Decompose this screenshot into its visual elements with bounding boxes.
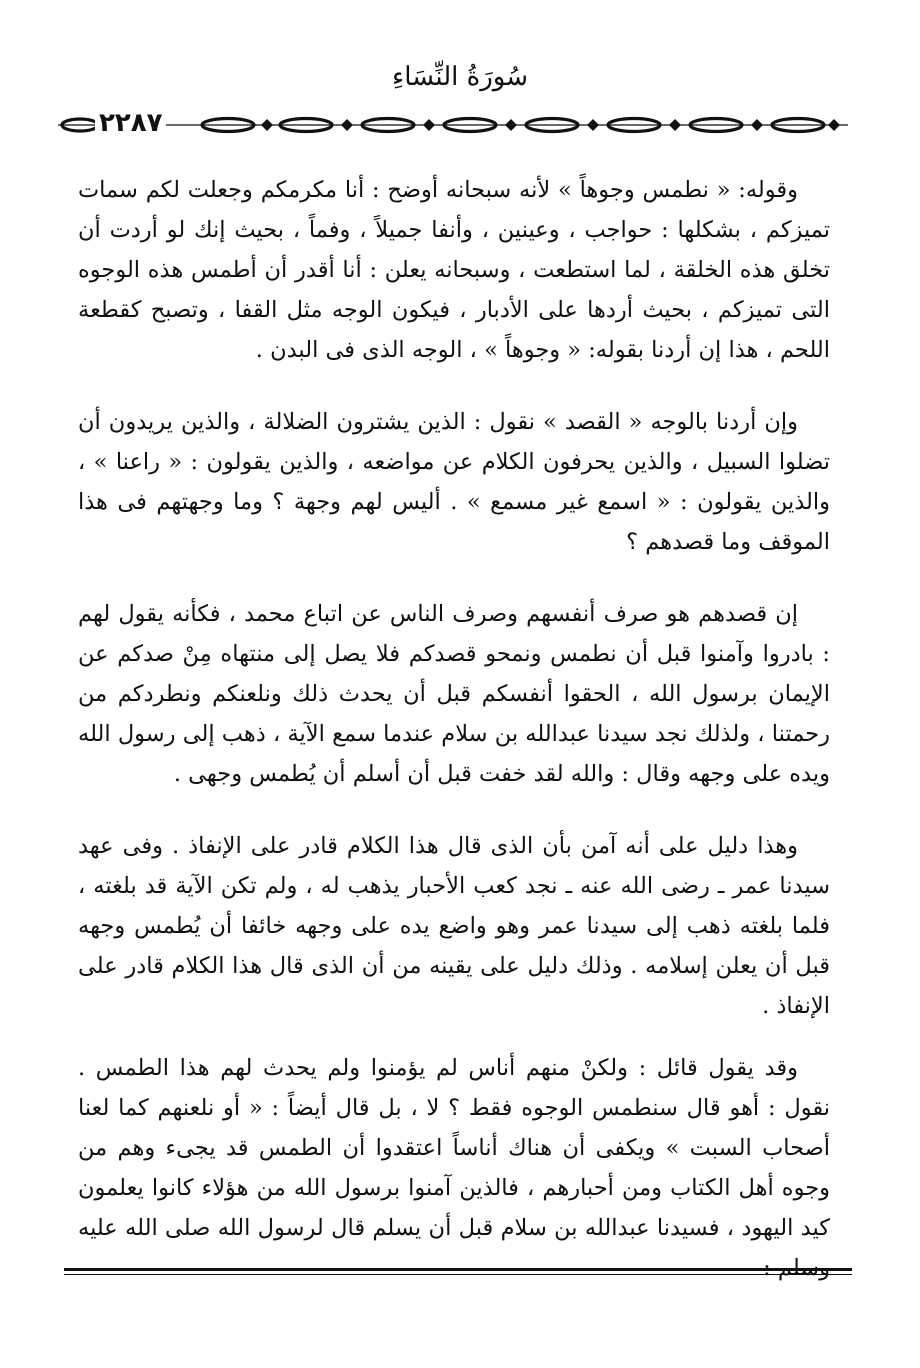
footer-rule <box>64 1268 852 1271</box>
surah-title: سُورَةُ النِّسَاءِ <box>392 62 528 92</box>
paragraph-4: وهذا دليل على أنه آمن بأن الذى قال هذا الكلام قادر على الإنفاذ . وفى عهد سيدنا عمر ـ رضى الله عنه ـ نجد كعب الأحبار يذهب له ، ولم تكن الآية قد بلغته ، فلما بلغته ذهب إلى سيدنا عمر وهو واضع يده على وجهه خائفا أن يُطمس وجهه قبل أن يعلن إسلامه . وذلك دليل على يقينه من أن الذى قال هذا الكلام قادر على الإنفاذ . <box>78 833 830 1019</box>
ornamental-header-band <box>58 110 848 140</box>
page-body <box>78 170 830 1320</box>
paragraph-5: وقد يقول قائل : ولكنْ منهم أناس لم يؤمنوا ولم يحدث لهم هذا الطمس . نقول : أهو قال سنطمس الوجوه فقط ؟ لا ، بل قال أيضاً : « أو نلعنهم كما لعنا أصحاب السبت » ويكفى أن هناك أناساً اعتقدوا أن الطمس قد يجىء وهم من وجوه أهل الكتاب ومن أحبارهم ، فالذين آمنوا برسول الله من هؤلاء كانوا يعلمون كيد اليهود ، فسيدنا عبدالله بن سلام قبل أن يسلم قال لرسول الله صلى الله عليه وسلم : <box>78 1055 830 1281</box>
page-number: ٢٢٨٧ <box>95 108 166 138</box>
paragraph-3: إن قصدهم هو صرف أنفسهم وصرف الناس عن اتباع محمد ، فكأنه يقول لهم : بادروا وآمنوا قبل أن نطمس ونمحو قصدكم فلا يصل إلى منتهاه مِنْ صدكم عن الإيمان برسول الله ، الحقوا أنفسكم قبل أن يحدث ذلك ونلعنكم ونطردكم من رحمتنا ، ولذلك نجد سيدنا عبدالله بن سلام عندما سمع الآية ، ذهب إلى رسول الله ويده على وجهه وقال : والله لقد خفت قبل أن أسلم أن يُطمس وجهى . <box>78 601 830 787</box>
paragraph-2: وإن أردنا بالوجه « القصد » نقول : الذين يشترون الضلالة ، والذين يريدون أن تضلوا السبيل ، والذين يحرفون الكلام عن مواضعه ، والذين يقولون : « راعنا » ، والذين يقولون : « اسمع غير مسمع » . أليس لهم وجهة ؟ وما وجهتهم فى هذا الموقف وما قصدهم ؟ <box>78 409 830 555</box>
footer-rule-thin <box>64 1274 852 1275</box>
paragraph-1: وقوله: « نطمس وجوهاً » لأنه سبحانه أوضح : أنا مكرمكم وجعلت لكم سمات تميزكم ، بشكلها : حواجب ، وعينين ، وأنفا جميلاً ، وفماً ، بحيث إنك لو أردت أن تخلق هذه الخلقة ، لما استطعت ، وسبحانه يعلن : أنا أقدر أن أطمس هذه الوجوه التى تميزكم ، بحيث أردها على الأدبار ، فيكون الوجه مثل القفا ، وتصبح كقطعة اللحم ، هذا إن أردنا بقوله: « وجوهاً » ، الوجه الذى فى البدن . <box>78 177 830 363</box>
